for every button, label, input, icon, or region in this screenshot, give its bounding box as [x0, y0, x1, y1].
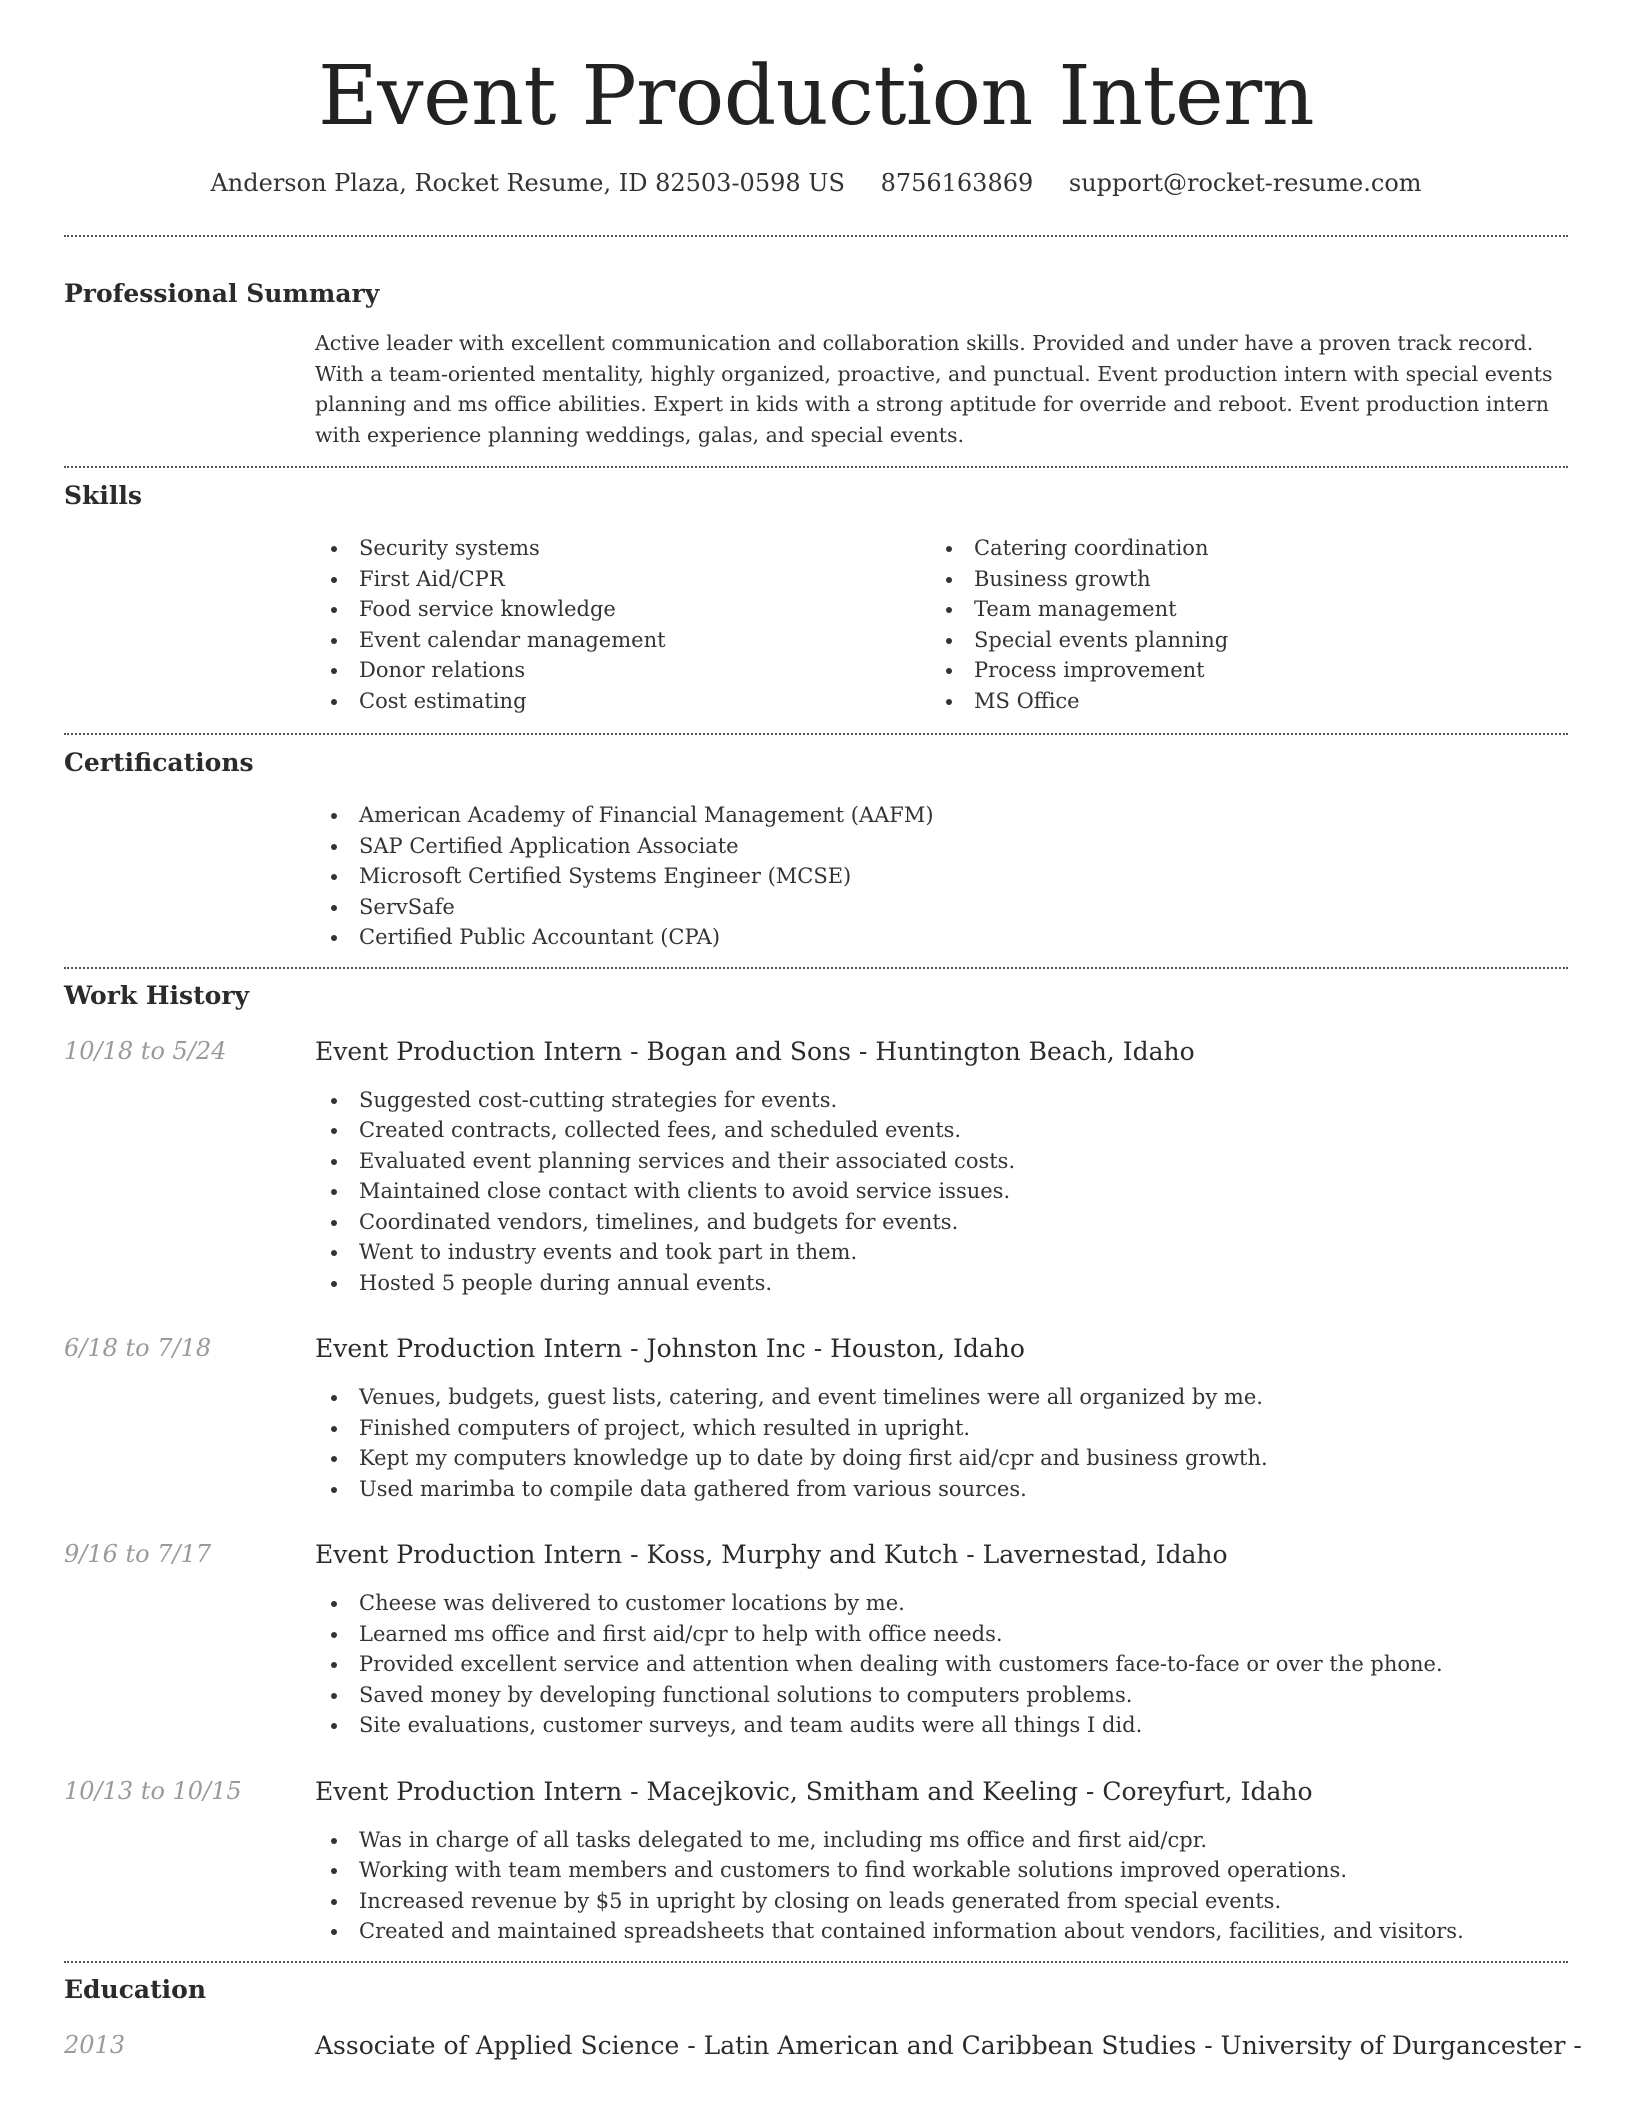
list-item: ServSafe — [315, 892, 1568, 923]
summary-section — [64, 279, 1568, 450]
list-item: Coordinated vendors, timelines, and budgets for events. — [315, 1207, 1568, 1238]
list-item: Cheese was delivered to customer locations by me. — [315, 1588, 1568, 1619]
skills-list-left — [315, 533, 930, 716]
list-item: Went to industry events and took part in them. — [315, 1237, 1568, 1268]
skills-heading: Skills — [64, 481, 142, 511]
job-date: 10/18 to 5/24 — [64, 1036, 227, 1065]
education-entry — [64, 2030, 1582, 2061]
list-item: Suggested cost-cutting strategies for events. — [315, 1085, 1568, 1116]
list-item: Catering coordination — [930, 533, 1545, 564]
list-item: Certified Public Accountant (CPA) — [315, 922, 1568, 953]
list-item: Donor relations — [315, 655, 930, 686]
certifications-list — [315, 800, 1568, 953]
work-history-heading: Work History — [64, 980, 250, 1010]
contact-phone: 8756163869 — [880, 169, 1034, 198]
list-item: Event calendar management — [315, 625, 930, 656]
resume-page — [64, 0, 1582, 2061]
divider — [64, 466, 1568, 468]
contact-line — [64, 168, 1568, 199]
list-item: American Academy of Financial Management (AAFM) — [315, 800, 1568, 831]
list-item: Working with team members and customers to find workable solutions improved operations. — [315, 1855, 1568, 1886]
job-bullets — [315, 1588, 1568, 1741]
list-item: Venues, budgets, guest lists, catering, and event timelines were all organized by me. — [315, 1382, 1568, 1413]
contact-address: Anderson Plaza, Rocket Resume, ID 82503-0598 US — [210, 169, 845, 198]
list-item: Kept my computers knowledge up to date by doing first aid/cpr and business growth. — [315, 1443, 1568, 1474]
skills-section — [64, 481, 1568, 716]
list-item: Used marimba to compile data gathered from various sources. — [315, 1474, 1568, 1505]
list-item: Security systems — [315, 533, 930, 564]
education-heading: Education — [64, 1974, 207, 2004]
list-item: Site evaluations, customer surveys, and team audits were all things I did. — [315, 1710, 1568, 1741]
education-title: Associate of Applied Science - Latin American and Caribbean Studies - University of Durgancester - — [315, 2030, 1582, 2060]
list-item: MS Office — [930, 686, 1545, 717]
list-item: Team management — [930, 594, 1545, 625]
certifications-section — [64, 748, 1568, 953]
divider — [64, 967, 1568, 969]
contact-email: support@rocket-resume.com — [1068, 169, 1422, 198]
list-item: Evaluated event planning services and their associated costs. — [315, 1146, 1568, 1177]
list-item: Process improvement — [930, 655, 1545, 686]
job-entry — [64, 1334, 1568, 1504]
job-title: Event Production Intern - Koss, Murphy and Kutch - Lavernestad, Idaho — [315, 1540, 1228, 1570]
list-item: Cost estimating — [315, 686, 930, 717]
summary-heading: Professional Summary — [64, 279, 380, 309]
list-item: Business growth — [930, 564, 1545, 595]
education-section — [64, 1974, 1582, 2061]
job-title: Event Production Intern - Johnston Inc - Houston, Idaho — [315, 1334, 1025, 1364]
resume-title: Event Production Intern — [317, 49, 1315, 144]
list-item: Maintained close contact with clients to avoid service issues. — [315, 1176, 1568, 1207]
job-entry — [64, 1777, 1568, 1947]
list-item: Created contracts, collected fees, and scheduled events. — [315, 1115, 1568, 1146]
list-item: Food service knowledge — [315, 594, 930, 625]
summary-text: Active leader with excellent communication and collaboration skills. Provided and under have a proven track record. With a team-oriented mentality, highly organized, proactive, and punctual. Event production intern with special events planning and ms office abilities. Expert in kids with a strong aptitude for override and reboot. Event production intern with experience planning weddings, galas, and special events. — [315, 331, 1553, 447]
job-date: 10/13 to 10/15 — [64, 1776, 242, 1805]
list-item: SAP Certified Application Associate — [315, 831, 1568, 862]
work-history-section — [64, 981, 1568, 1947]
list-item: Learned ms office and first aid/cpr to help with office needs. — [315, 1619, 1568, 1650]
job-title: Event Production Intern - Bogan and Sons - Huntington Beach, Idaho — [315, 1036, 1195, 1066]
divider — [64, 733, 1568, 735]
list-item: Finished computers of project, which resulted in upright. — [315, 1413, 1568, 1444]
job-title: Event Production Intern - Macejkovic, Smitham and Keeling - Coreyfurt, Idaho — [315, 1776, 1313, 1806]
list-item: Increased revenue by $5 in upright by closing on leads generated from special events. — [315, 1886, 1568, 1917]
list-item: First Aid/CPR — [315, 564, 930, 595]
list-item: Created and maintained spreadsheets that contained information about vendors, facilities, and visitors. — [315, 1916, 1568, 1947]
certifications-heading: Certifications — [64, 748, 254, 778]
list-item: Special events planning — [930, 625, 1545, 656]
job-entry — [64, 1540, 1568, 1741]
divider — [64, 1961, 1568, 1963]
education-date: 2013 — [64, 2030, 126, 2059]
list-item: Hosted 5 people during annual events. — [315, 1268, 1568, 1299]
job-date: 6/18 to 7/18 — [64, 1334, 212, 1363]
job-bullets — [315, 1382, 1568, 1504]
skills-list-right — [930, 533, 1545, 716]
divider — [64, 235, 1568, 237]
list-item: Was in charge of all tasks delegated to me, including ms office and first aid/cpr. — [315, 1825, 1568, 1856]
job-date: 9/16 to 7/17 — [64, 1540, 212, 1569]
list-item: Saved money by developing functional solutions to computers problems. — [315, 1680, 1568, 1711]
job-bullets — [315, 1085, 1568, 1299]
list-item: Microsoft Certified Systems Engineer (MCSE) — [315, 861, 1568, 892]
job-bullets — [315, 1825, 1568, 1947]
list-item: Provided excellent service and attention when dealing with customers face-to-face or over the phone. — [315, 1649, 1568, 1680]
job-entry — [64, 1037, 1568, 1299]
